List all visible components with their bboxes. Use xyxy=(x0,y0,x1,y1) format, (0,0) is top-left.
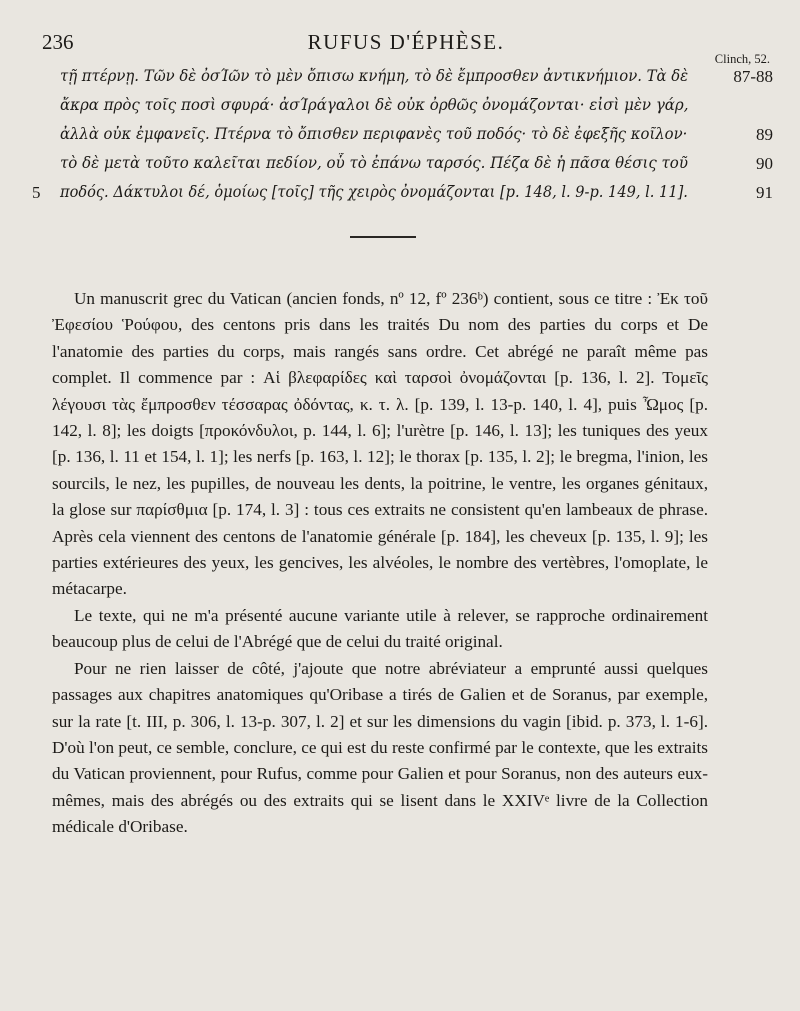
greek-line xyxy=(60,151,795,180)
paragraph: Pour ne rien laisser de côté, j'ajoute que notre abréviateur a emprunté aussi quelques passages aux chapitres anatomiques qu'Oribase a tirés de Galien et de Soranus, par exemple, sur la rate [t. III, p. 306, l. 13-p. 307, l. 2] et sur les dimensions du vagin [ibid. p. 373, l. 1-6]. D'où l'on peut, ce semble, conclure, ce qui est du reste confirmé par le contexte, que les extraits du Vatican proviennent, pour Rufus, comme pour Galien et pour Soranus, non des auteurs eux-mêmes, mais des abrégés ou des extraits qui se lisent dans le XXIVᵉ livre de la Collection médicale d'Oribase. xyxy=(52,658,708,837)
commentary-body xyxy=(52,286,708,841)
greek-line xyxy=(32,180,795,209)
signature-mark: Clinch, 52. xyxy=(714,52,770,66)
greek-line-text: τὸ δὲ μετὰ τοῦτο καλεῖται πεδίον, οὗ τὸ ἐπάνω ταρσός. Πέζα δὲ ἡ πᾶσα θέσις τοῦ xyxy=(60,154,688,172)
greek-line-text: ἄκρα πρὸς τοῖς ποσὶ σφυρά· ἀσΊράγαλοι δὲ οὐκ ὀρθῶς ὀνομάζονται· εἰσὶ μὲν γάρ, xyxy=(60,96,689,114)
greek-line-text: τῇ πτέρνῃ. Τῶν δὲ ὀσΊῶν τὸ μὲν ὄπισω κνήμη, τὸ δὲ ἔμπροσθεν ἀντικνήμιον. Τὰ δὲ xyxy=(60,67,689,85)
margin-reference: 90 xyxy=(756,154,773,173)
greek-line xyxy=(60,122,795,151)
greek-line-text: ἀλλὰ οὐκ ἐμφανεῖς. Πτέρνα τὸ ὄπισθεν περιφανὲς τοῦ ποδός· τὸ δὲ ἐφεξῆς κοῖλον· xyxy=(60,125,688,143)
greek-line xyxy=(60,93,795,122)
running-title: RUFUS D'ÉPHÈSE. xyxy=(307,30,505,54)
margin-reference: 87-88 xyxy=(733,67,773,86)
line-number: 5 xyxy=(32,183,41,202)
greek-line xyxy=(60,64,795,93)
paragraph: Un manuscrit grec du Vatican (ancien fonds, nº 12, fº 236ᵇ) contient, sous ce titre : Ἐκ τοῦ Ἐφεσίου Ῥούφου, des centons pris dans les traités Du nom des parties du corps et De l'anatomie des parties du corps, mais rangés sans ordre. Cet abrégé ne paraît même pas complet. Il commence par : Αἱ βλεφαρίδες καὶ ταρσοὶ ὀνομάζονται [p. 136, l. 2]. Τομεῖς λέγουσι τὰς ἔμπροσθεν τέσσαρας ὀδόντας, κ. τ. λ. [p. 139, l. 13-p. 140, l. 4], puis Ὦμος [p. 142, l. 8]; les doigts [προκόνδυλοι, p. 144, l. 6]; l'urètre [p. 146, l. 13]; les tuniques des yeux [p. 136, l. 11 et 154, l. 1]; les nerfs [p. 163, l. 12]; le thorax [p. 135, l. 2]; le bregma, l'inion, les sourcils, le nez, les pupilles, de nouveau les dents, la poitrine, le ventre, les organes génitaux, la glose sur παρίσθμια [p. 174, l. 3] : tous ces extraits ne consistent qu'en lambeaux de phrase. Après cela viennent des centons de l'anatomie générale [p. 184], les cheveux [p. 135, l. 9]; les parties extérieures des yeux, les gencives, les alvéoles, le nombre des vertèbres, l'omoplate, le métacarpe. xyxy=(52,289,708,599)
paragraph: Le texte, qui ne m'a présenté aucune variante utile à relever, se rapproche ordinairement beaucoup plus de celui de l'Abrégé que de celui du traité original. xyxy=(52,605,708,652)
margin-reference: 91 xyxy=(756,183,773,202)
page-number: 236 xyxy=(42,30,74,54)
section-divider xyxy=(350,236,416,238)
greek-text-block xyxy=(32,64,795,209)
margin-reference: 89 xyxy=(756,125,773,144)
greek-line-text: ποδός. Δάκτυλοι δέ, ὁμοίως [τοῖς] τῆς χειρὸς ὀνομάζονται [p. 148, l. 9-p. 149, l. 11]. xyxy=(60,183,688,201)
page-header xyxy=(42,30,770,64)
